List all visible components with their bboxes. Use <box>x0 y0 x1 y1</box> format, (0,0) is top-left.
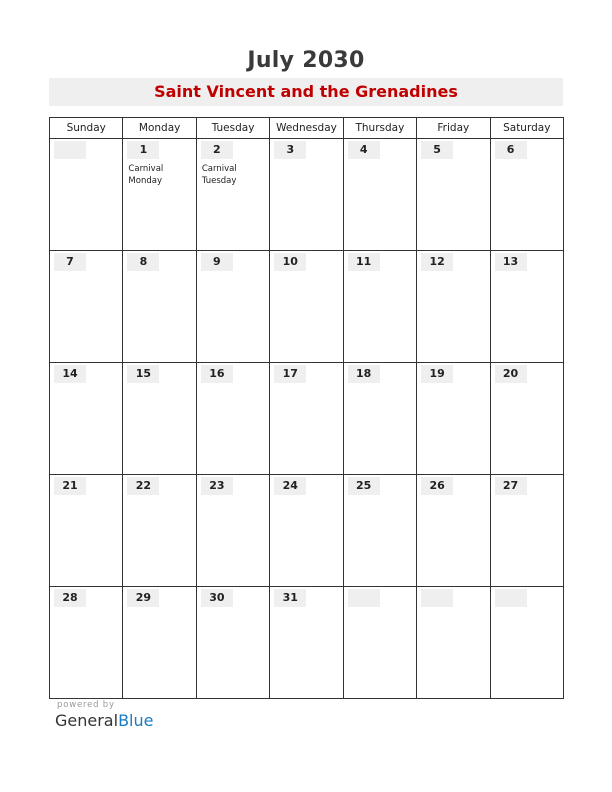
day-number: 20 <box>495 365 527 383</box>
weekday-saturday: Saturday <box>490 118 563 139</box>
day-number: 21 <box>54 477 86 495</box>
calendar-day-cell <box>343 251 416 363</box>
calendar-day-cell <box>417 363 490 475</box>
weekday-sunday: Sunday <box>50 118 123 139</box>
calendar-day-cell <box>123 475 196 587</box>
calendar-day-cell <box>50 475 123 587</box>
weekday-monday: Monday <box>123 118 196 139</box>
day-number: 29 <box>127 589 159 607</box>
country-name: Saint Vincent and the Grenadines <box>154 82 458 101</box>
day-number <box>54 141 86 159</box>
calendar-day-cell <box>490 587 563 699</box>
day-number: 18 <box>348 365 380 383</box>
day-number: 4 <box>348 141 380 159</box>
calendar-day-cell <box>417 587 490 699</box>
holiday-label: Carnival Monday <box>128 164 164 186</box>
holiday-label: Carnival Tuesday <box>201 164 237 186</box>
calendar-week-row <box>50 139 564 251</box>
day-number: 2 <box>201 141 233 159</box>
generalblue-logo[interactable] <box>55 711 153 730</box>
calendar-day-cell <box>417 475 490 587</box>
calendar-day-cell <box>50 587 123 699</box>
day-number: 14 <box>54 365 86 383</box>
calendar-day-cell <box>196 363 269 475</box>
day-number: 19 <box>421 365 453 383</box>
powered-by-text: powered by <box>57 700 115 710</box>
day-number: 24 <box>274 477 306 495</box>
day-number: 30 <box>201 589 233 607</box>
day-number: 27 <box>495 477 527 495</box>
calendar-day-cell <box>50 363 123 475</box>
calendar-day-cell <box>270 251 343 363</box>
calendar-day-cell <box>123 363 196 475</box>
calendar-day-cell <box>123 251 196 363</box>
calendar-day-cell <box>123 139 196 251</box>
calendar-day-cell <box>196 251 269 363</box>
day-number: 16 <box>201 365 233 383</box>
calendar-day-cell <box>270 139 343 251</box>
day-number <box>348 589 380 607</box>
weekday-friday: Friday <box>417 118 490 139</box>
calendar-day-cell <box>270 475 343 587</box>
day-number: 28 <box>54 589 86 607</box>
day-number: 9 <box>201 253 233 271</box>
day-number: 31 <box>274 589 306 607</box>
calendar-day-cell <box>196 475 269 587</box>
calendar-day-cell <box>417 251 490 363</box>
day-number: 25 <box>348 477 380 495</box>
day-number: 7 <box>54 253 86 271</box>
day-number: 3 <box>274 141 306 159</box>
day-number: 17 <box>274 365 306 383</box>
page-title: July 2030 <box>247 48 365 73</box>
calendar-day-cell <box>270 363 343 475</box>
weekday-header-row <box>50 118 564 139</box>
day-number: 1 <box>127 141 159 159</box>
calendar-week-row <box>50 587 564 699</box>
calendar-day-cell <box>490 139 563 251</box>
day-number <box>495 589 527 607</box>
day-number: 12 <box>421 253 453 271</box>
calendar-day-cell <box>490 475 563 587</box>
calendar-day-cell <box>343 139 416 251</box>
calendar-day-cell <box>196 139 269 251</box>
logo-general-text: General <box>55 711 119 730</box>
calendar-day-cell <box>343 363 416 475</box>
calendar-day-cell <box>490 251 563 363</box>
calendar-body <box>50 139 564 699</box>
calendar-week-row <box>50 363 564 475</box>
day-number: 6 <box>495 141 527 159</box>
day-number: 13 <box>495 253 527 271</box>
day-number: 15 <box>127 365 159 383</box>
calendar-day-cell <box>270 587 343 699</box>
country-banner <box>49 78 563 106</box>
calendar-day-cell <box>490 363 563 475</box>
calendar-day-cell <box>123 587 196 699</box>
calendar-day-cell <box>50 251 123 363</box>
logo-blue-text: Blue <box>118 711 154 730</box>
calendar-week-row <box>50 475 564 587</box>
calendar-day-cell <box>417 139 490 251</box>
calendar-day-cell <box>50 139 123 251</box>
calendar-day-cell <box>343 587 416 699</box>
day-number: 26 <box>421 477 453 495</box>
day-number: 11 <box>348 253 380 271</box>
day-number: 10 <box>274 253 306 271</box>
day-number <box>421 589 453 607</box>
calendar-week-row <box>50 251 564 363</box>
calendar-day-cell <box>196 587 269 699</box>
day-number: 8 <box>127 253 159 271</box>
weekday-tuesday: Tuesday <box>196 118 269 139</box>
weekday-thursday: Thursday <box>343 118 416 139</box>
weekday-wednesday: Wednesday <box>270 118 343 139</box>
day-number: 5 <box>421 141 453 159</box>
day-number: 23 <box>201 477 233 495</box>
calendar-grid <box>49 117 564 699</box>
calendar-day-cell <box>343 475 416 587</box>
day-number: 22 <box>127 477 159 495</box>
